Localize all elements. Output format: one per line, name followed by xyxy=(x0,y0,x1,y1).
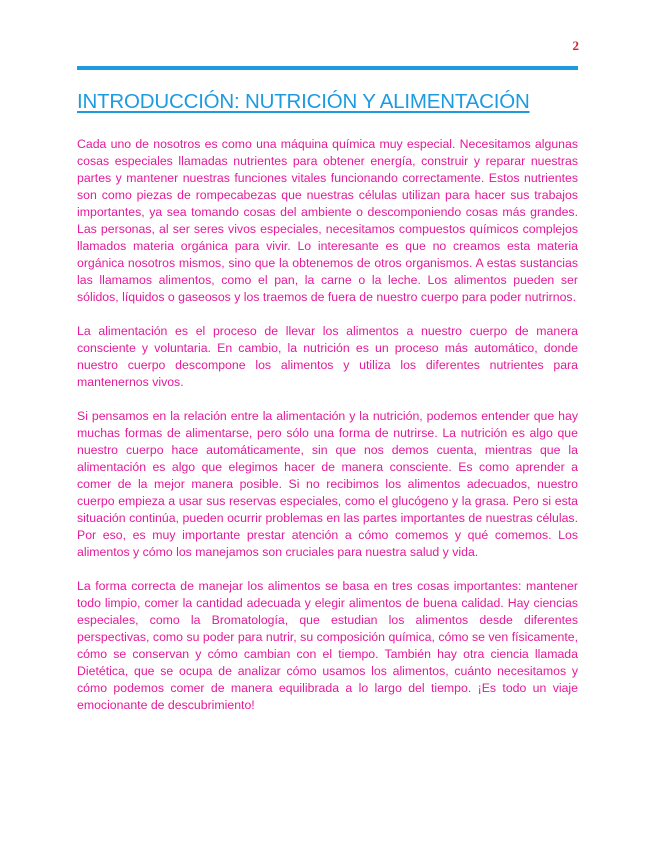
page-title: INTRODUCCIÓN: NUTRICIÓN Y ALIMENTACIÓN xyxy=(77,90,530,113)
page-number: 2 xyxy=(572,38,579,53)
paragraph-4: La forma correcta de manejar los alimentos se basa en tres cosas importantes: mantener todo limpio, comer la cantidad adecuada y elegir alimentos de buena calidad. Hay ciencias especiales, como la Bromatología, que estudian los alimentos desde diferentes perspectivas, como su poder para nutrir, su composición química, cómo se ven físicamente, cómo se conservan y cómo cambian con el tiempo. También hay otra ciencia llamada Dietética, que se ocupa de analizar cómo usamos los alimentos, cuánto necesitamos y cómo podemos comer de manera equilibrada a lo largo del tiempo. ¡Es todo un viaje emocionante de descubrimiento! xyxy=(77,579,578,712)
paragraph-3: Si pensamos en la relación entre la alimentación y la nutrición, podemos entender que hay muchas formas de alimentarse, pero sólo una forma de nutrirse. La nutrición es algo que nuestro cuerpo hace automáticamente, sin que nos demos cuenta, mientras que la alimentación es algo que elegimos hacer de manera consciente. Es como aprender a comer de la mejor manera posible. Si no recibimos los alimentos adecuados, nuestro cuerpo empieza a usar sus reservas especiales, como el glucógeno y la grasa. Pero si esta situación continúa, pueden ocurrir problemas en las partes importantes de nuestras células. Por eso, es muy importante prestar atención a cómo comemos y qué comemos. Los alimentos y cómo los manejamos son cruciales para nuestra salud y vida. xyxy=(77,409,578,559)
body-text xyxy=(77,136,578,731)
paragraph-1: Cada uno de nosotros es como una máquina química muy especial. Necesitamos algunas cosas especiales llamadas nutrientes para obtener energía, construir y reparar nuestras partes y mantener nuestras funciones vitales funcionando correctamente. Estos nutrientes son como piezas de rompecabezas que nuestras células utilizan para hacer sus trabajos importantes, ya sea tomando cosas del ambiente o descomponiendo cosas más grandes. Las personas, al ser seres vivos especiales, necesitamos compuestos químicos complejos llamados materia orgánica para vivir. Lo interesante es que no creamos esta materia orgánica nosotros mismos, sino que la obtenemos de otros organismos. A estas sustancias las llamamos alimentos, como el pan, la carne o la leche. Los alimentos pueden ser sólidos, líquidos o gaseosos y los traemos de fuera de nuestro cuerpo para poder nutrirnos. xyxy=(77,137,578,304)
paragraph-2: La alimentación es el proceso de llevar los alimentos a nuestro cuerpo de manera consciente y voluntaria. En cambio, la nutrición es un proceso más automático, donde nuestro cuerpo descompone los alimentos y utiliza los diferentes nutrientes para mantenernos vivos. xyxy=(77,324,578,389)
header-divider xyxy=(77,66,578,70)
